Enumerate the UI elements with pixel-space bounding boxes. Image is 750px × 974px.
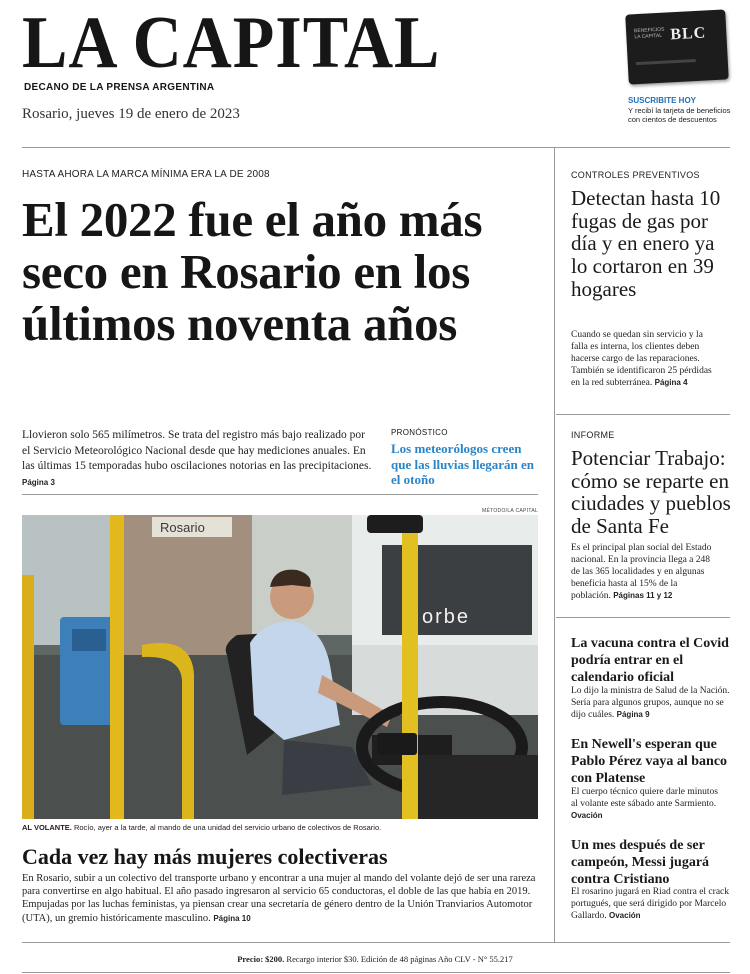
bus-driver-photo[interactable] [22, 515, 538, 819]
card-stripe [636, 59, 696, 65]
page-ref[interactable]: Página 3 [22, 477, 55, 487]
brief3-headline[interactable]: Un mes después de ser campeón, Messi jugará contra Cristiano [571, 838, 710, 887]
edition-info: Recargo interior $30. Edición de 48 páginas Año CLV - N° 55.217 [284, 954, 513, 964]
main-lede-text: Llovieron solo 565 milímetros. Se trata del registro más bajo realizado por el Servicio Meteorológico Nacional desde que hay mediciones anuales. En las últimas 15 temporadas hubo oscilaciones notorias en las precipitaciones. [22, 429, 372, 473]
bus-brand-text: orbe [422, 606, 471, 628]
side2-body: Es el principal plan social del Estado nacional. En la provincia llega a 248 de las 365 localidades y en algunas beneficia hasta al 15% de la población. [571, 543, 712, 601]
column-rule [554, 147, 555, 942]
brief1-text [571, 686, 733, 722]
page-ref[interactable]: Páginas 11 y 12 [613, 590, 673, 600]
side2-headline[interactable]: Potenciar Trabajo: cómo se reparte en ciudades y pueblos de Santa Fe [571, 446, 731, 539]
brief3-body: El rosarino jugará en Riad contra el crack portugués, que será dirigido por Marcelo Gallardo. [571, 887, 729, 921]
side2-kicker: INFORME [571, 430, 615, 440]
page-ref[interactable]: Página 4 [654, 377, 688, 387]
main-kicker: HASTA AHORA LA MARCA MÍNIMA ERA LA DE 2008 [22, 169, 270, 180]
side2-text [571, 543, 719, 603]
footer-rule-bottom [22, 972, 730, 973]
section-rule [22, 494, 538, 495]
footer-price-line [0, 954, 750, 964]
second-lede-text: En Rosario, subir a un colectivo del transporte urbano y encontrar a una mujer al mando del volante dejó de ser una rareza para convertirse en algo habitual. El año pasado ingresaron al servicio 65 conductoras, el doble de las que había en 2019. Empujadas por las luchas feministas, ya piensan crear una secretaría de género dentro de la Unión Tranviarios Automotor (UTA), un gremio históricamente masculino. [22, 873, 536, 924]
side1-headline[interactable]: Detectan hasta 10 fugas de gas por día y en enero ya lo cortaron en 39 hogares [571, 186, 721, 301]
page-ref[interactable]: Página 9 [616, 709, 650, 719]
second-headline[interactable]: Cada vez hay más mujeres colectiveras [22, 844, 388, 869]
page-ref[interactable]: Ovación [609, 910, 641, 920]
side1-body: Cuando se quedan sin servicio y la falla es interna, los clientes deben hacerse cargo de las reparaciones. También se identificaron 25 pérdidas en la red subterránea. [571, 330, 712, 388]
side-rule [556, 617, 730, 618]
side-rule [556, 414, 730, 415]
brief2-text [571, 787, 726, 823]
card-logo: BLC [669, 24, 707, 44]
page-ref[interactable]: Página 10 [213, 913, 251, 923]
forecast-kicker: PRONÓSTICO [391, 428, 448, 437]
card-small-text: BENEFICIOS LA CAPITAL [633, 26, 665, 41]
brief1-headline[interactable]: La vacuna contra el Covid podría entrar en el calendario oficial [571, 636, 729, 685]
caption-label: AL VOLANTE. [22, 823, 72, 832]
benefits-card-image[interactable] [625, 9, 729, 84]
brief1-body: Lo dijo la ministra de Salud de la Nación. Sería para algunos grupos, aunque no se dijo cuáles. [571, 686, 730, 720]
forecast-headline[interactable]: Los meteorólogos creen que las lluvias llegarán en el otoño [391, 441, 535, 488]
footer-rule [22, 942, 730, 943]
photo-caption [22, 823, 538, 832]
second-lede [22, 872, 538, 925]
photo-illustration [22, 515, 538, 819]
masthead-logo[interactable]: LA CAPITAL [22, 2, 441, 84]
side1-kicker: CONTROLES PREVENTIVOS [571, 170, 700, 180]
masthead-rule [22, 147, 730, 148]
main-headline[interactable]: El 2022 fue el año más seco en Rosario en los últimos noventa años [22, 192, 483, 351]
sign-text: Rosario [160, 520, 205, 535]
page-ref[interactable]: Ovación [571, 810, 603, 820]
brief2-headline[interactable]: En Newell's esperan que Pablo Pérez vaya al banco con Platense [571, 737, 728, 786]
subscribe-link[interactable]: SUSCRIBITE HOY [628, 96, 697, 105]
masthead-motto: DECANO DE LA PRENSA ARGENTINA [24, 82, 215, 93]
brief2-body: El cuerpo técnico quiere darle minutos al volante este sábado ante Sarmiento. [571, 787, 718, 809]
side1-text [571, 330, 716, 390]
price-label: Precio: $200. [237, 954, 285, 964]
photo-credit: MÉTODO/LA CAPITAL [482, 508, 539, 514]
subscribe-text: Y recibí la tarjeta de beneficios con cientos de descuentos [628, 106, 731, 124]
main-lede [22, 428, 372, 490]
brief3-text [571, 887, 733, 923]
dateline: Rosario, jueves 19 de enero de 2023 [22, 106, 240, 122]
caption-text: Rocío, ayer a la tarde, al mando de una unidad del servicio urbano de colectivos de Rosario. [71, 823, 382, 832]
